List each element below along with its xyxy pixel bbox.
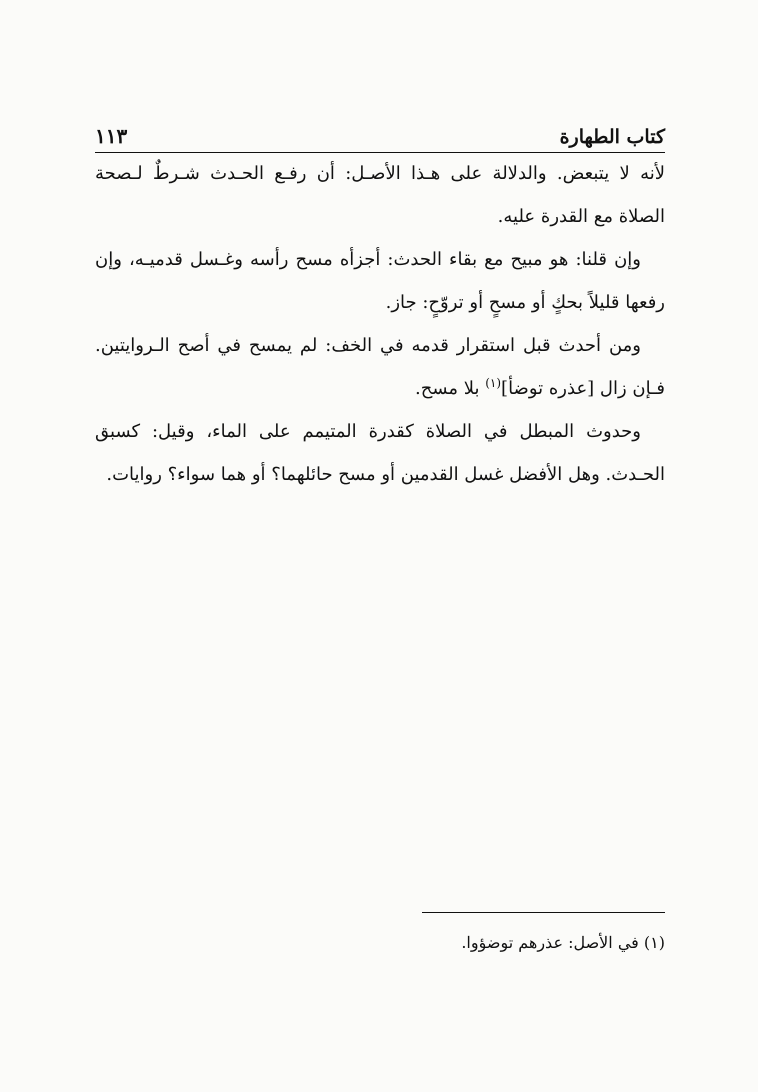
- page-number: ١١٣: [95, 124, 128, 148]
- paragraph-1: [95, 152, 665, 238]
- chapter-title: كتاب الطهارة: [559, 126, 665, 148]
- paragraph-3-text-before: ومن أحدث قبل استقرار قدمه في الخف: لم يمسح في أصح الـروايتين. فـإن زال [عذره توضأ]: [95, 335, 665, 399]
- paragraph-1-text: لأنه لا يتبعض. والدلالة على هـذا الأصـل: أن رفـع الحـدث شـرطٌ لـصحة الصلاة مع القدرة عليه.: [95, 163, 665, 227]
- footnote: [95, 928, 665, 958]
- footnote-reference: (١): [485, 376, 502, 390]
- paragraph-4-text: وحدوث المبطل في الصلاة كقدرة المتيمم على الماء، وقيل: كسبق الحـدث. وهل الأفضل غسل القدمين أو مسح حائلهما؟ أو هما سواء؟ روايات.: [95, 421, 665, 485]
- main-text: [95, 152, 665, 496]
- footnote-text: (١) في الأصل: عذرهم توضؤوا.: [461, 933, 665, 952]
- paragraph-2: [95, 238, 665, 324]
- paragraph-4: [95, 410, 665, 496]
- paragraph-3-text-after: بلا مسح.: [414, 378, 486, 399]
- paragraph-2-text: وإن قلنا: هو مبيح مع بقاء الحدث: أجزأه مسح رأسه وغـسل قدميـه، وإن رفعها قليلاً بحكٍ أو مسحٍ أو تروّحٍ: جاز.: [95, 249, 665, 313]
- paragraph-3: [95, 324, 665, 410]
- page-header: [95, 112, 665, 153]
- footnote-divider: [422, 912, 665, 913]
